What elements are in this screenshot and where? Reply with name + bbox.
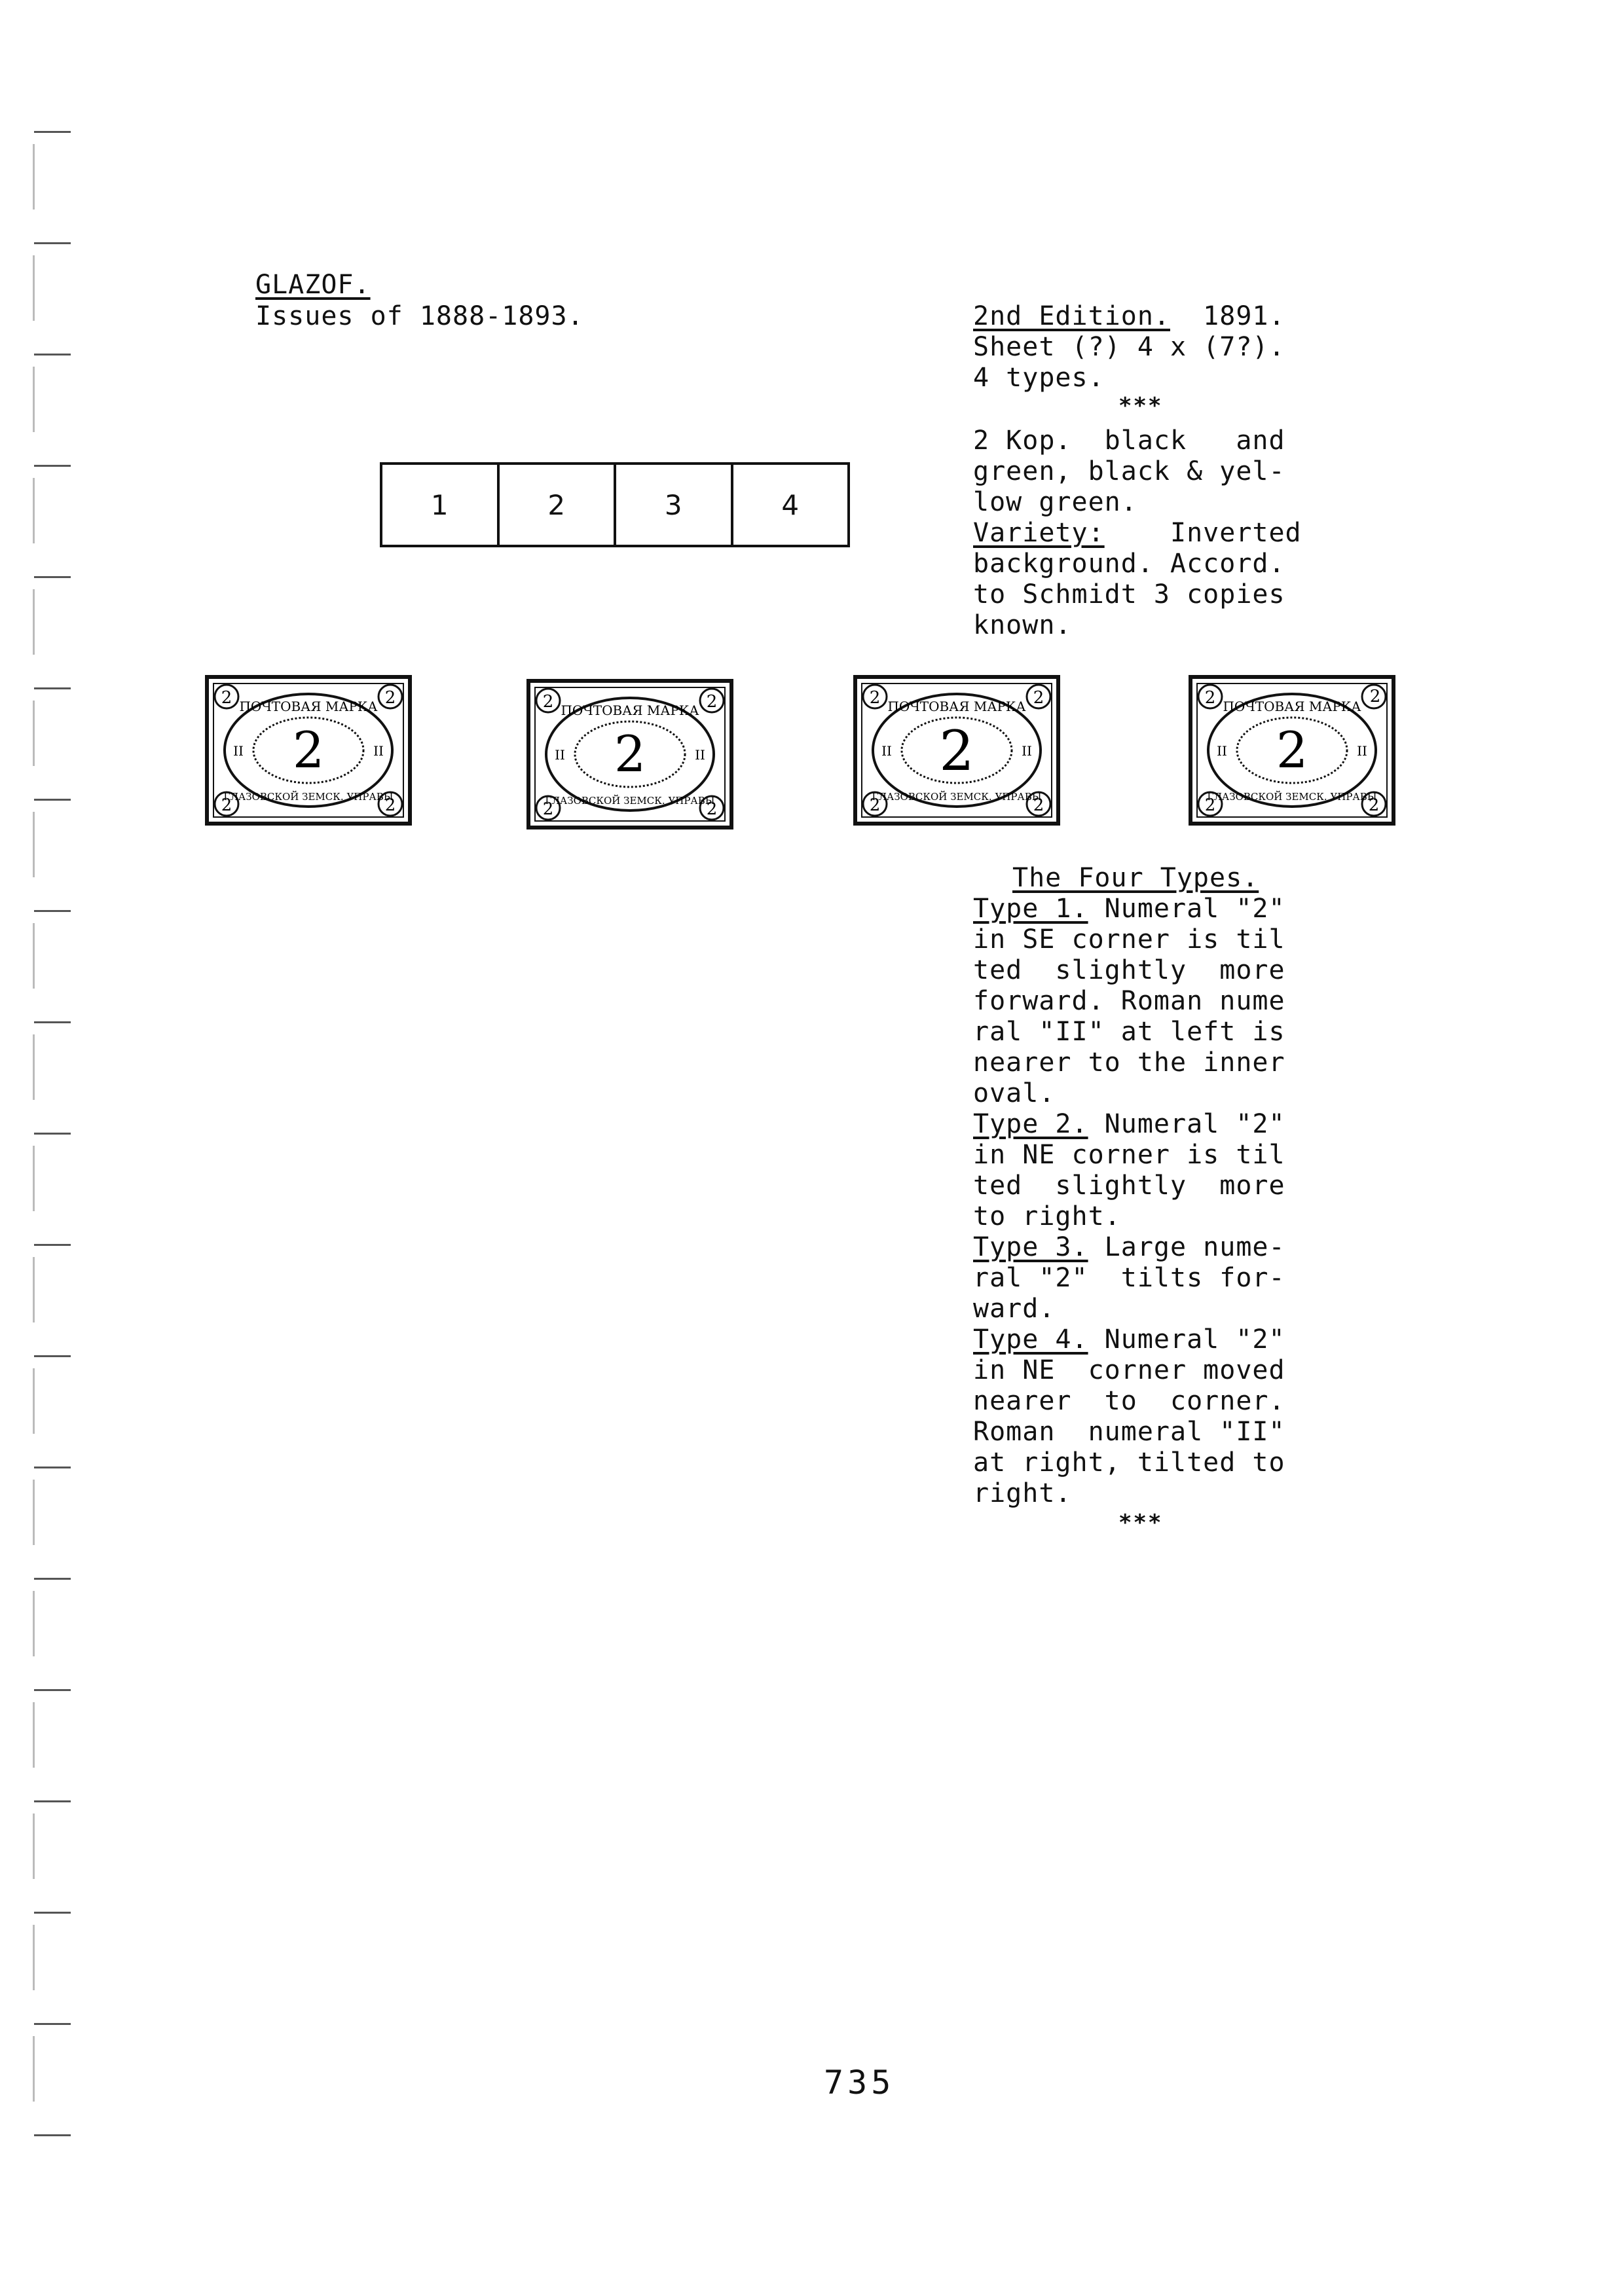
- type-4-text: Numeral "2": [1088, 1324, 1285, 1355]
- type-3-text: ral "2" tilts for-: [973, 1263, 1285, 1293]
- stamp-top-text: ПОЧТОВАЯ МАРКА: [887, 699, 1026, 714]
- stamp-numeral: 2: [939, 719, 974, 783]
- stamp-image-type-1: [204, 674, 413, 826]
- grid-cell: 4: [781, 488, 800, 521]
- page-number: 735: [824, 2064, 895, 2102]
- corner-numeral: 2: [1033, 795, 1044, 815]
- roman-numeral: II: [373, 743, 384, 759]
- stamp-top-text: ПОЧТОВАЯ МАРКА: [561, 702, 699, 718]
- description-line: low green.: [973, 487, 1137, 517]
- stamp-numeral: 2: [1276, 721, 1308, 779]
- description-line: 2 Kop. black and: [973, 426, 1285, 456]
- roman-numeral: II: [233, 743, 244, 759]
- binder-mark: [34, 131, 71, 133]
- description-line: background. Accord.: [973, 549, 1285, 579]
- binder-mark: [34, 1244, 71, 1246]
- type-4-line: [973, 1324, 1285, 1355]
- binder-mark: [34, 1912, 71, 1914]
- binder-mark: [34, 1133, 71, 1135]
- grid-cell: 2: [500, 465, 617, 545]
- binder-mark: [34, 799, 71, 801]
- binder-mark: [34, 576, 71, 578]
- corner-numeral: 2: [869, 795, 881, 815]
- binder-mark: [34, 1578, 71, 1580]
- corner-numeral: 2: [869, 688, 881, 708]
- binder-mark: [33, 589, 35, 655]
- roman-numeral: II: [555, 747, 565, 763]
- roman-numeral: II: [1022, 743, 1032, 759]
- stamp-top-text: ПОЧТОВАЯ МАРКА: [1223, 699, 1361, 714]
- binder-mark: [34, 2134, 71, 2136]
- grid-cell: 1: [382, 465, 500, 545]
- type-3-text: ward.: [973, 1294, 1056, 1324]
- stamp-graphic: [1188, 674, 1396, 826]
- edition-year: 1891.: [1203, 301, 1285, 331]
- type-4-text: right.: [973, 1478, 1072, 1508]
- type-1-text: forward. Roman nume: [973, 986, 1285, 1016]
- binder-mark: [34, 687, 71, 689]
- stamp-image-type-2: [526, 678, 734, 830]
- corner-numeral: 2: [706, 799, 718, 819]
- type-4-text: Roman numeral "II": [973, 1417, 1285, 1447]
- binder-mark: [34, 2023, 71, 2025]
- type-2-line: [973, 1109, 1285, 1140]
- binder-mark: [33, 1368, 35, 1434]
- binder-mark: [34, 1021, 71, 1023]
- binder-mark: [33, 1925, 35, 1990]
- corner-numeral: 2: [542, 692, 554, 712]
- variety-line: [973, 518, 1302, 549]
- type-4-text: nearer to corner.: [973, 1386, 1285, 1416]
- corner-numeral: 2: [221, 688, 232, 708]
- type-3-text: Large nume-: [1088, 1232, 1285, 1262]
- type-1-text: oval.: [973, 1078, 1056, 1108]
- roman-numeral: II: [1357, 743, 1367, 759]
- binder-mark: [33, 2036, 35, 2102]
- type-4-label: Type 4.: [973, 1324, 1088, 1355]
- separator: ***: [1118, 393, 1163, 419]
- binder-mark: [34, 1467, 71, 1468]
- corner-numeral: 2: [1033, 688, 1044, 708]
- binder-mark: [33, 701, 35, 766]
- type-1-text: ral "II" at left is: [973, 1017, 1285, 1047]
- stamp-bottom-text: ГЛАЗОВСКОЙ ЗЕМСК. УПРАВЫ: [545, 795, 715, 807]
- description-line: to Schmidt 3 copies: [973, 579, 1285, 610]
- stamp-bottom-text: ГЛАЗОВСКОЙ ЗЕМСК. УПРАВЫ: [872, 791, 1042, 803]
- type-2-label: Type 2.: [973, 1109, 1088, 1139]
- type-3-line: [973, 1232, 1285, 1263]
- binder-mark: [34, 1355, 71, 1357]
- type-2-text: Numeral "2": [1088, 1109, 1285, 1139]
- type-4-text: at right, tilted to: [973, 1448, 1285, 1478]
- binder-mark: [33, 1480, 35, 1545]
- binder-mark: [33, 1257, 35, 1322]
- stamp-bottom-text: ГЛАЗОВСКОЙ ЗЕМСК. УПРАВЫ: [1207, 791, 1377, 803]
- binder-mark: [33, 923, 35, 989]
- roman-numeral: II: [881, 743, 892, 759]
- corner-numeral: 2: [384, 688, 396, 708]
- stamp-image-type-3: [853, 674, 1061, 826]
- type-1-text: nearer to the inner: [973, 1048, 1285, 1078]
- type-4-text: in NE corner moved: [973, 1355, 1285, 1385]
- binder-mark: [33, 1813, 35, 1879]
- variety-label: Variety:: [973, 518, 1105, 548]
- stamp-numeral: 2: [614, 725, 646, 783]
- corner-numeral: 2: [1204, 795, 1216, 815]
- corner-numeral: 2: [1368, 795, 1380, 815]
- sheet-format: Sheet (?) 4 x (7?).: [973, 332, 1285, 362]
- type-1-label: Type 1.: [973, 894, 1088, 924]
- binder-mark: [33, 1702, 35, 1768]
- stamp-graphic: [526, 678, 734, 830]
- roman-numeral: II: [695, 747, 705, 763]
- binder-mark: [33, 812, 35, 877]
- grid-cell: 3: [616, 465, 733, 545]
- separator: ***: [1118, 1510, 1163, 1536]
- corner-numeral: 2: [1369, 687, 1381, 706]
- type-1-text: Numeral "2": [1088, 894, 1285, 924]
- binder-mark: [33, 144, 35, 210]
- types-heading: The Four Types.: [1012, 863, 1259, 893]
- corner-numeral: 2: [384, 795, 396, 815]
- binder-mark: [34, 242, 71, 244]
- binder-mark: [33, 367, 35, 432]
- stamp-graphic: [853, 674, 1061, 826]
- type-2-text: ted slightly more: [973, 1171, 1285, 1201]
- stamp-top-text: ПОЧТОВАЯ МАРКА: [239, 699, 378, 714]
- stamp-numeral: 2: [292, 721, 325, 779]
- roman-numeral: II: [1217, 743, 1227, 759]
- binder-mark: [33, 255, 35, 321]
- type-2-text: to right.: [973, 1201, 1121, 1231]
- edition-line: [973, 301, 1285, 332]
- corner-numeral: 2: [221, 795, 232, 815]
- binder-mark: [34, 1800, 71, 1802]
- binder-mark: [33, 1146, 35, 1211]
- binder-mark: [34, 354, 71, 355]
- sheet-layout-grid: [380, 462, 850, 547]
- description-line: known.: [973, 610, 1072, 640]
- type-1-line: [973, 894, 1285, 924]
- binder-mark: [33, 478, 35, 543]
- edition-label: 2nd Edition.: [973, 301, 1170, 331]
- variety-text: Inverted: [1104, 518, 1302, 548]
- type-2-text: in NE corner is til: [973, 1140, 1285, 1170]
- binder-mark: [33, 1591, 35, 1656]
- stamp-bottom-text: ГЛАЗОВСКОЙ ЗЕМСК. УПРАВЫ: [223, 791, 394, 803]
- page-subtitle: Issues of 1888-1893.: [255, 301, 584, 331]
- type-1-text: in SE corner is til: [973, 924, 1285, 955]
- page-title: GLAZOF.: [255, 270, 371, 300]
- binder-mark: [34, 910, 71, 912]
- binder-mark: [34, 465, 71, 467]
- description-line: green, black & yel-: [973, 456, 1285, 486]
- type-3-label: Type 3.: [973, 1232, 1088, 1262]
- types-count: 4 types.: [973, 363, 1105, 393]
- binder-mark: [34, 1689, 71, 1691]
- stamp-image-type-4: [1188, 674, 1396, 826]
- corner-numeral: 2: [542, 799, 554, 819]
- binder-mark: [33, 1034, 35, 1100]
- corner-numeral: 2: [706, 692, 718, 712]
- corner-numeral: 2: [1204, 688, 1216, 708]
- type-1-text: ted slightly more: [973, 955, 1285, 985]
- stamp-graphic: [204, 674, 413, 826]
